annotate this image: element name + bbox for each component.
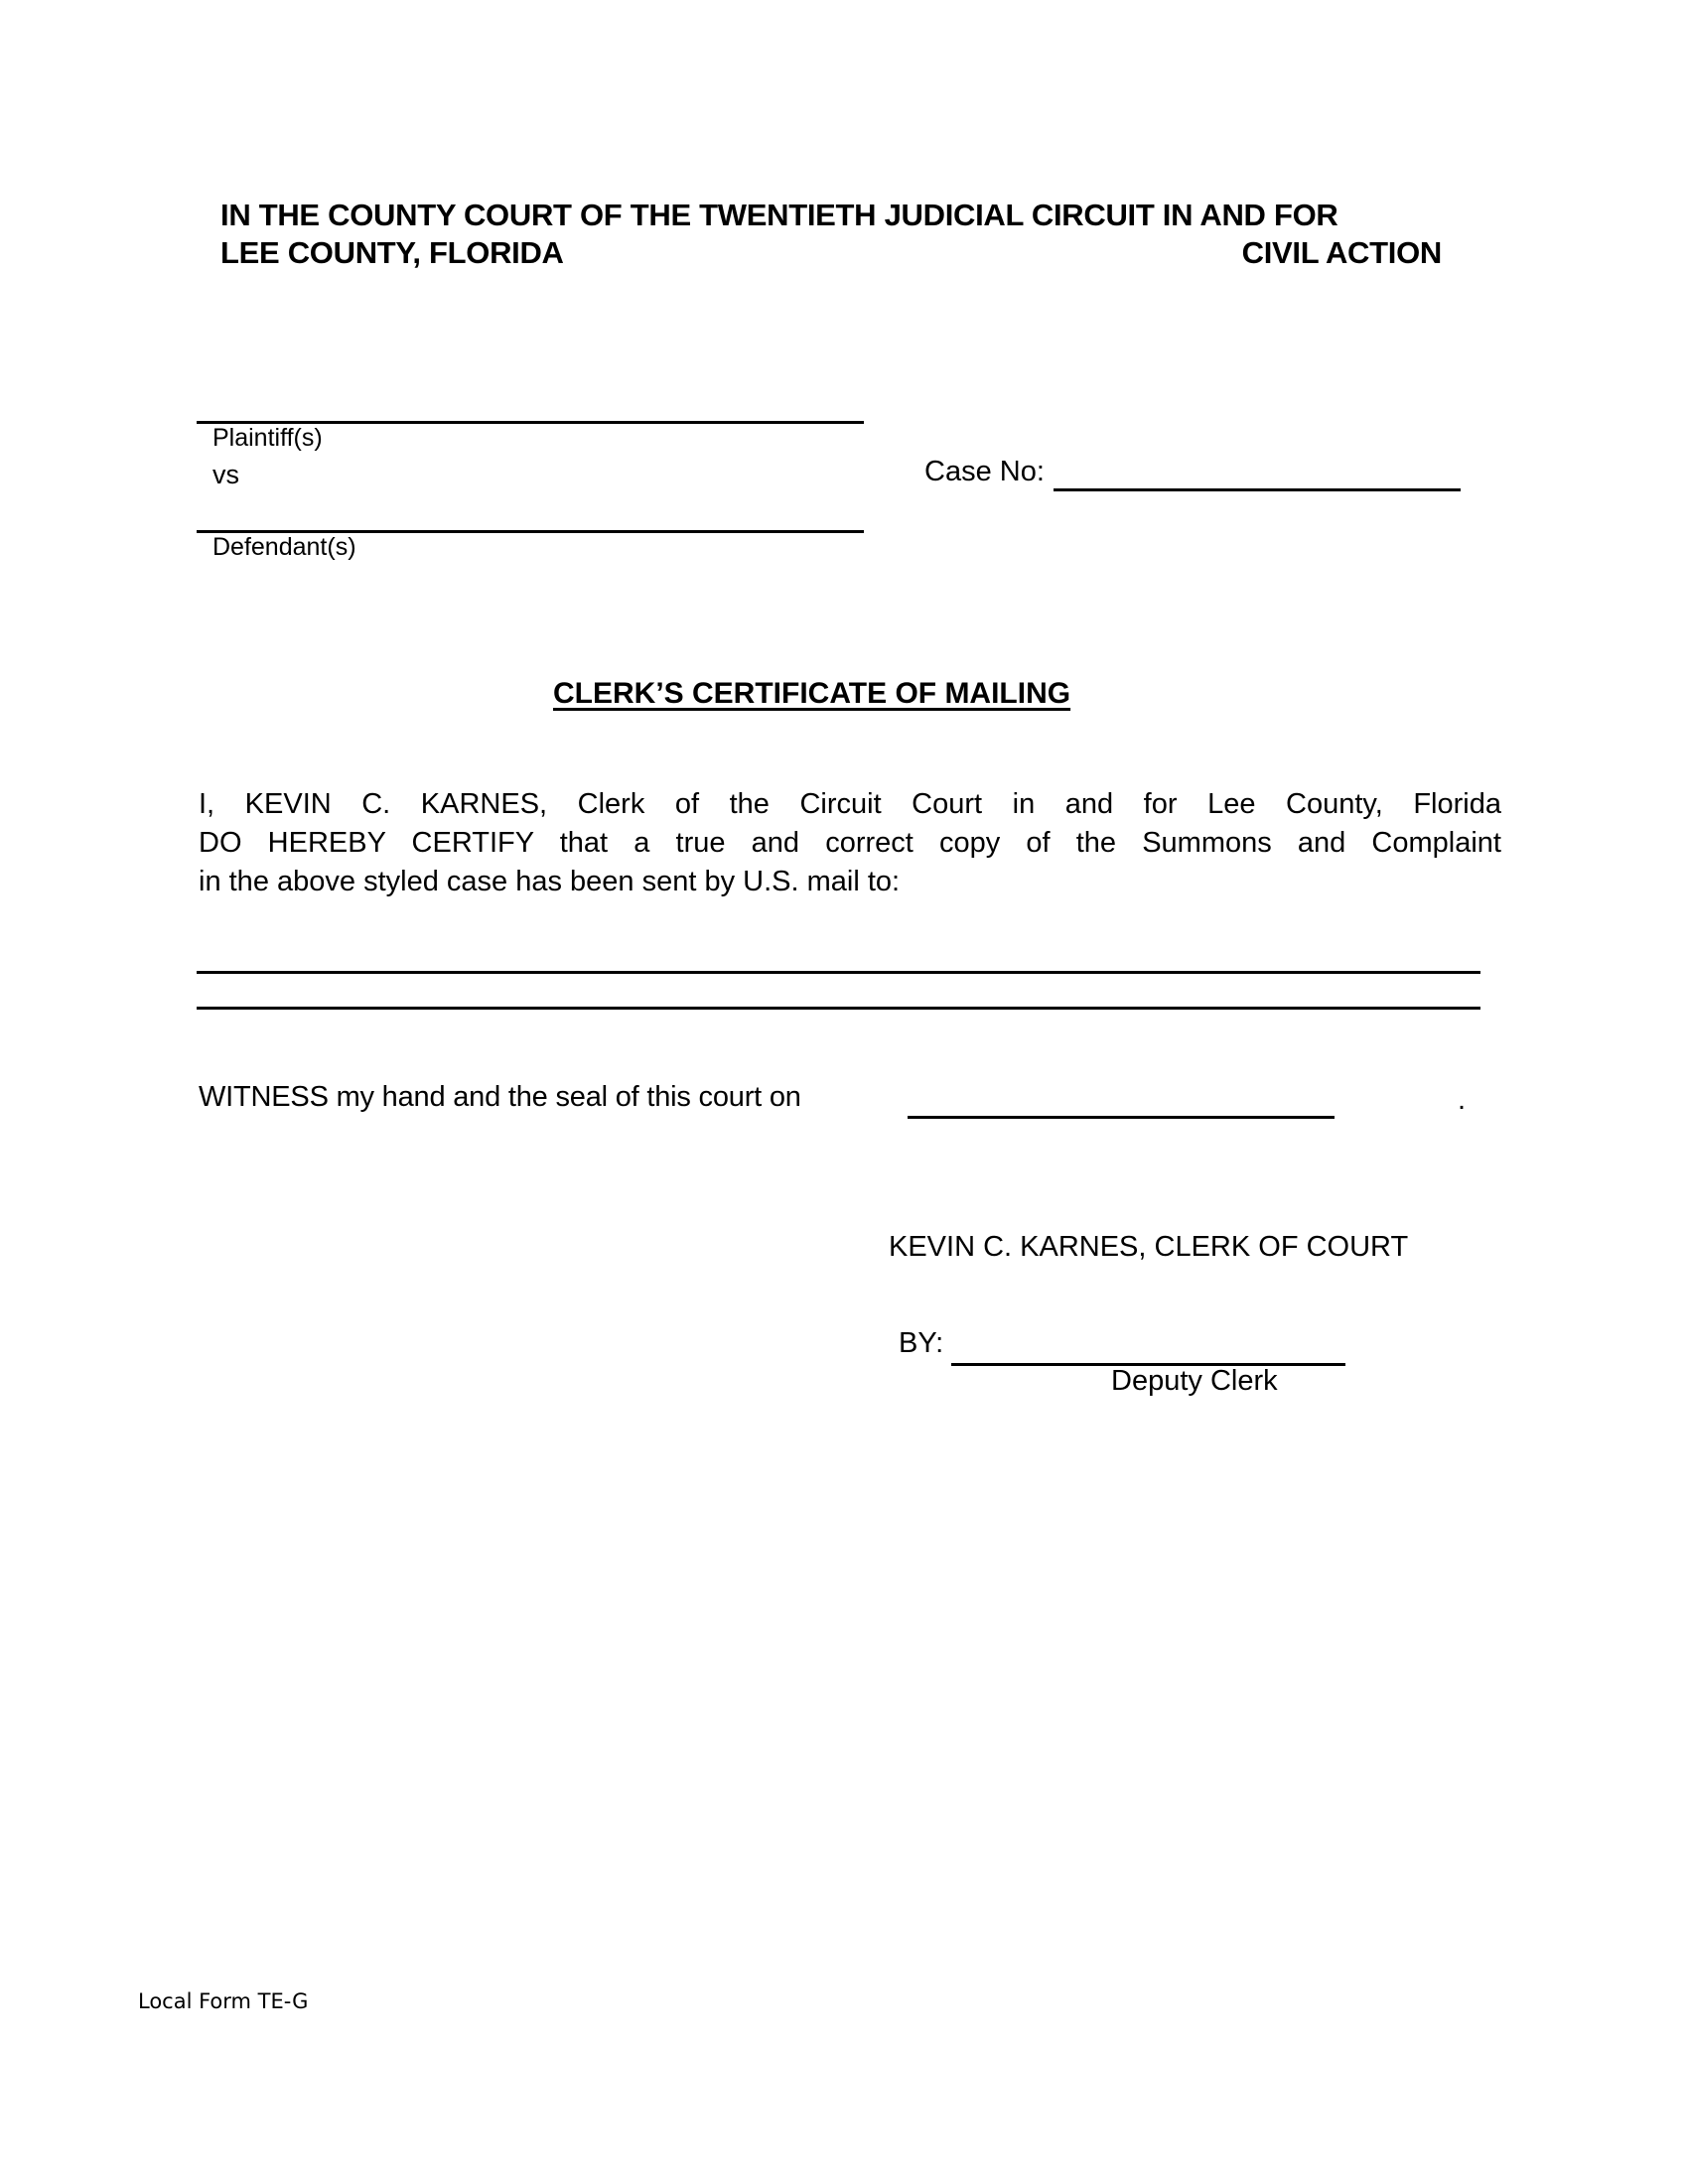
plaintiff-label: Plaintiff(s) — [212, 424, 323, 452]
witness-end-period: . — [1458, 1084, 1467, 1116]
defendant-label: Defendant(s) — [212, 533, 356, 561]
versus-text: vs — [212, 460, 239, 489]
witness-date-field[interactable] — [908, 1116, 1122, 1119]
by-label: BY: — [899, 1327, 944, 1359]
deputy-clerk-label: Deputy Clerk — [1111, 1365, 1278, 1397]
case-no-label: Case No: — [924, 456, 1045, 487]
form-id: Local Form TE-G — [138, 1989, 309, 2013]
document-title: CLERK’S CERTIFICATE OF MAILING — [553, 677, 1071, 710]
witness-date-field-ext — [1121, 1116, 1335, 1119]
action-type: CIVIL ACTION — [1241, 235, 1442, 270]
court-county: LEE COUNTY, FLORIDA — [220, 235, 564, 270]
clerk-name: KEVIN C. KARNES, CLERK OF COURT — [889, 1231, 1409, 1263]
witness-text: WITNESS my hand and the seal of this court on — [199, 1081, 801, 1113]
certification-line-3: in the above styled case has been sent by U.S. mail to: — [199, 866, 901, 897]
certification-line-1: I, KEVIN C. KARNES, Clerk of the Circuit Court in and for Lee County, Florida — [199, 788, 1501, 820]
court-header-line-1: IN THE COUNTY COURT OF THE TWENTIETH JUDICIAL CIRCUIT IN AND FOR — [220, 198, 1338, 232]
certification-paragraph — [199, 785, 1501, 901]
mailing-address-line-2[interactable] — [197, 1007, 1480, 1010]
certification-line-2: DO HEREBY CERTIFY that a true and correct copy of the Summons and Complaint — [199, 827, 1501, 859]
mailing-address-line-1[interactable] — [197, 971, 1480, 974]
case-no-field[interactable] — [1054, 488, 1461, 491]
